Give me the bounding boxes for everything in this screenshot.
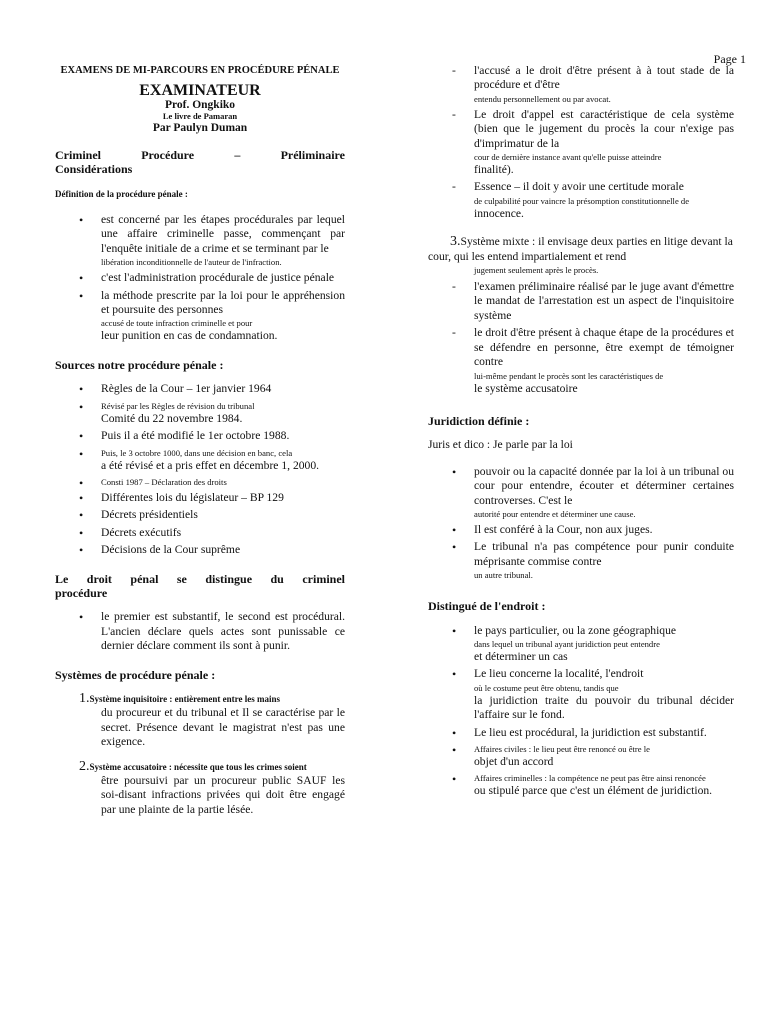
list-item: • c'est l'administration procédurale de justice pénale (55, 271, 345, 285)
list-item: • Décisions de la Cour suprême (55, 543, 345, 557)
list-item: • est concerné par les étapes procédurales par lequel une affaire criminelle passe, commençant par l'enquête initiale de a crime et se terminant par le libération inconditionnelle de l'auteur de l'infraction. (55, 213, 345, 268)
section-title-systems: Systèmes de procédure pénale : (55, 667, 216, 682)
professor-name: Prof. Ongkiko (164, 98, 236, 111)
list-item: • Puis, le 3 octobre 1000, dans une décision en banc, cela a été révisé et a pris effet en décembre 1, 2000. (55, 447, 345, 473)
accusatorial-features-list (428, 64, 734, 221)
list-item: - Le droit d'appel est caractéristique de cela système (bien que le jugement du procès la cour n'exige pas d'imprimatur de la cour de dernière instance avant qu'elle puisse atteindre finalité). (428, 108, 734, 178)
list-item: • Le lieu est procédural, la juridiction est substantif. (428, 726, 734, 740)
list-item: • le pays particulier, ou la zone géographique dans lequel un tribunal ayant juridiction peut entendre et déterminer un cas (428, 624, 734, 665)
list-item: • la méthode prescrite par la loi pour le appréhension et poursuite des personnes accusé de toute infraction criminelle et pour leur punition en cas de condamnation. (55, 289, 345, 344)
definition-list (55, 213, 345, 344)
list-item: • Consti 1987 – Déclaration des droits (55, 476, 345, 488)
juris-dico-line: Juris et dico : Je parle par la loi (428, 438, 573, 452)
distinction-list (55, 610, 345, 653)
section-title-sources: Sources notre procédure pénale : (55, 357, 224, 372)
book-name: Le livre de Pamaran (162, 110, 238, 121)
section-title-venue: Distingué de l'endroit : (428, 599, 546, 614)
numbered-item-mixed: 3.Système mixte : il envisage deux parties en litige devant la cour, qui les entend impartialement et rend jugement seulement après le procès. (428, 234, 733, 276)
numbered-item-inquisitorial: 1.Système inquisitoire : entièrement entre les mains du procureur et du tribunal et Il se caractérise par le secret. Présence devant le magistrat n'est pas une exigence. (79, 690, 345, 749)
list-item: • Décrets présidentiels (55, 508, 345, 522)
list-item: • Affaires criminelles : la compétence ne peut pas être ainsi renoncée ou stipulé parce que c'est un élément de juridiction. (428, 772, 734, 798)
list-item: • Affaires civiles : le lieu peut être renoncé ou être le objet d'un accord (428, 743, 734, 769)
sources-list (55, 382, 345, 557)
mixed-system-list (428, 280, 734, 396)
list-item: • Révisé par les Règles de révision du tribunal Comité du 22 novembre 1984. (55, 400, 345, 426)
author-name: Par Paulyn Duman (152, 121, 248, 134)
list-item: - le droit d'être présent à chaque étape de la procédures et se défendre en personne, être exempt de témoigner contre lui-même pendant le procès sont les caractéristiques de le système accusatoire (428, 326, 734, 396)
venue-list (428, 624, 734, 799)
list-item: - Essence – il doit y avoir une certitude morale de culpabilité pour vaincre la présomption constitutionnelle de innocence. (428, 180, 734, 221)
list-item: • Décrets exécutifs (55, 526, 345, 540)
section-title-distinction: Le droit pénal se distingue du criminel (55, 571, 345, 586)
definition-label: Définition de la procédure pénale : (55, 188, 188, 199)
numbered-item-accusatorial: 2.Système accusatoire : nécessite que tous les crimes soient être poursuivi par un procureur public SAUF les soi-disant infractions privées qui doit être engagé par une plainte de la partie lésée. (79, 758, 345, 816)
list-item: • Différentes lois du législateur – BP 129 (55, 491, 345, 505)
exam-title: EXAMENS DE MI-PARCOURS EN PROCÉDURE PÉNALE (60, 65, 340, 76)
section-title-criminal-procedure: Criminel Procédure – Préliminaire (55, 147, 345, 162)
list-item: • Règles de la Cour – 1er janvier 1964 (55, 382, 345, 396)
list-item: • pouvoir ou la capacité donnée par la loi à un tribunal ou cour pour entendre, écouter et déterminer certaines controverses. C'est le autorité pour entendre et déterminer une cause. (428, 465, 734, 520)
list-item: • Il est conféré à la Cour, non aux juges. (428, 523, 734, 537)
left-column (55, 64, 345, 821)
right-column (428, 64, 734, 802)
jurisdiction-list (428, 465, 734, 581)
section-title-jurisdiction: Juridiction définie : (428, 413, 530, 428)
list-item: • Puis il a été modifié le 1er octobre 1988. (55, 429, 345, 443)
examinateur-heading: EXAMINATEUR (139, 82, 261, 100)
list-item: • Le tribunal n'a pas compétence pour punir conduite méprisante commise contre un autre tribunal. (428, 540, 734, 581)
list-item: - l'examen préliminaire réalisé par le juge avant d'émettre le mandat de l'arrestation est un aspect de l'inquisitoire système (428, 280, 734, 323)
list-item: - l'accusé a le droit d'être présent à à tout stade de la procédure et d'être entendu personnellement ou par avocat. (428, 64, 734, 105)
section-title-considerations: Considérations (55, 162, 133, 177)
page-number: Page 1 (713, 52, 746, 66)
list-item: • le premier est substantif, le second est procédural. L'ancien déclare quels actes sont punissable ce dernier déclare comment ils sont à punir. (55, 610, 345, 653)
list-item: • Le lieu concerne la localité, l'endroit où le costume peut être obtenu, tandis que la juridiction traite du pouvoir du tribunal décider l'affaire sur le fond. (428, 667, 734, 722)
section-title-procedure: procédure (55, 585, 108, 600)
